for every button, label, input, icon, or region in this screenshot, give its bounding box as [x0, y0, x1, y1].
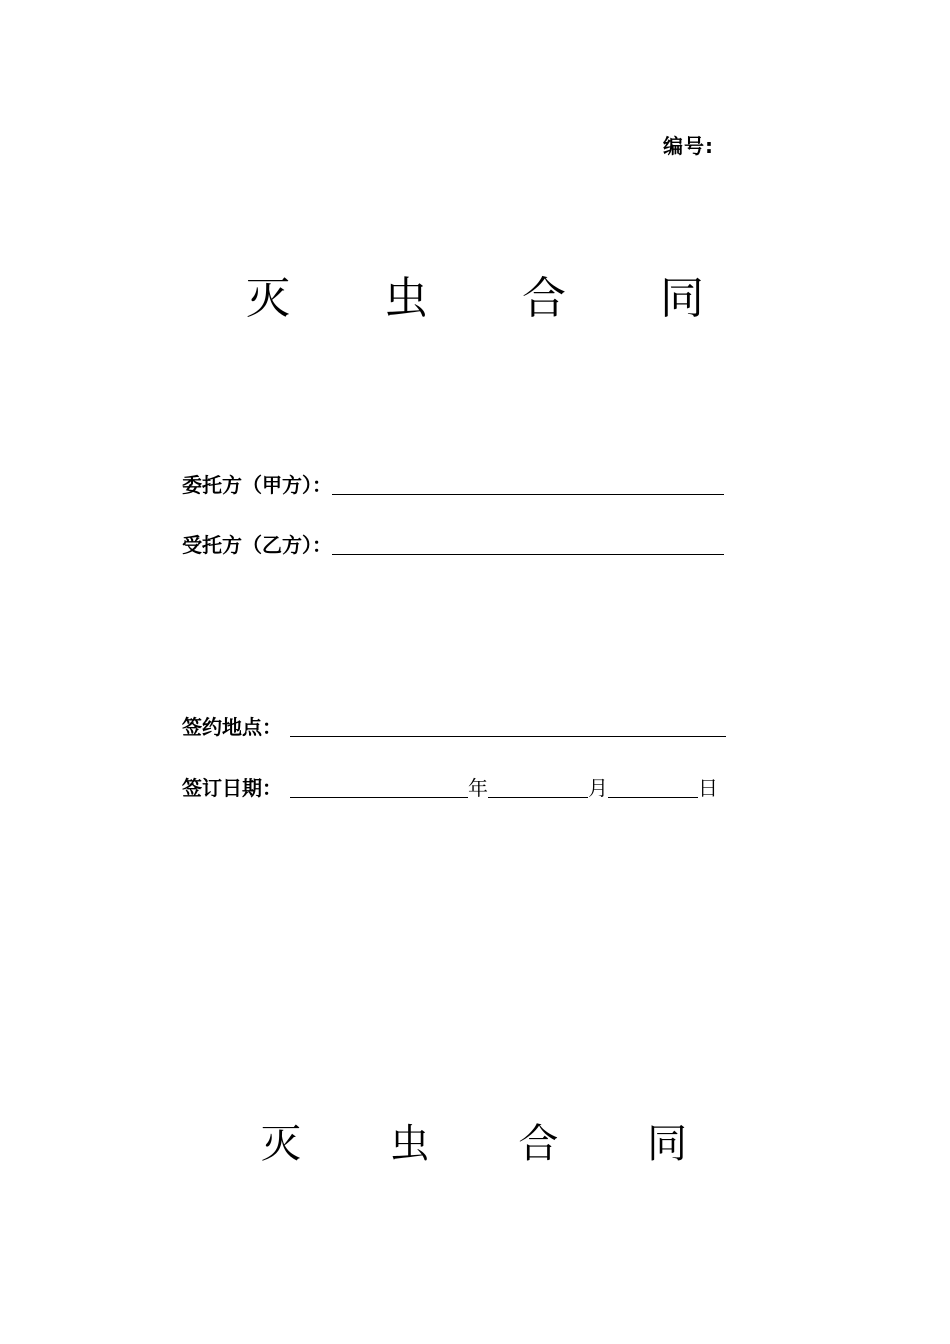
day-unit: 日 — [698, 776, 718, 800]
signing-place-row — [182, 710, 726, 740]
contractor-label: 受托方（乙方）： — [182, 533, 332, 557]
footer-contract-title: 灭 虫 合 同 — [260, 1121, 726, 1167]
client-row — [182, 468, 724, 498]
contractor-blank-line[interactable] — [332, 532, 724, 555]
day-blank-line[interactable] — [608, 775, 698, 798]
contractor-row — [182, 528, 724, 558]
month-blank-line[interactable] — [488, 775, 588, 798]
signing-date-row — [182, 771, 718, 801]
year-unit: 年 — [468, 776, 488, 800]
client-label: 委托方（甲方）： — [182, 473, 332, 497]
year-blank-line[interactable] — [290, 775, 468, 798]
contract-title: 灭 虫 合 同 — [246, 273, 744, 324]
month-unit: 月 — [588, 776, 608, 800]
signing-date-label: 签订日期： — [182, 776, 282, 800]
serial-number-label: 编号: — [663, 134, 714, 158]
signing-place-label: 签约地点： — [182, 715, 282, 739]
client-blank-line[interactable] — [332, 472, 724, 495]
signing-place-blank-line[interactable] — [290, 714, 726, 737]
